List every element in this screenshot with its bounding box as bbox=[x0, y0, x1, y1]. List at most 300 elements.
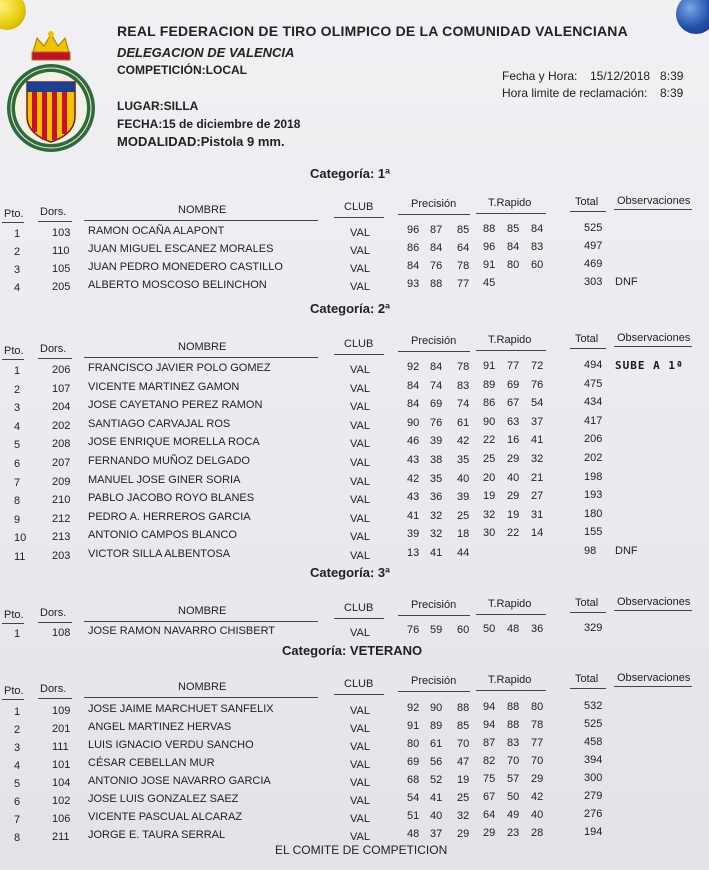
rapid-score: 94 bbox=[483, 701, 496, 713]
precision-score: 36 bbox=[430, 491, 443, 504]
total-score: 194 bbox=[584, 826, 603, 838]
precision-score: 51 bbox=[407, 810, 420, 822]
shooter-name: JUAN MIGUEL ESCANEZ MORALES bbox=[88, 243, 274, 255]
precision-score: 78 bbox=[457, 260, 470, 272]
precision-score: 41 bbox=[430, 547, 443, 559]
header-rule bbox=[476, 213, 546, 214]
bib-cell: 211 bbox=[52, 831, 70, 843]
rapid-score: 31 bbox=[531, 508, 544, 521]
rapid-score: 23 bbox=[507, 827, 520, 839]
precision-score: 76 bbox=[407, 624, 420, 636]
precision-score: 25 bbox=[457, 509, 470, 522]
total-score: 532 bbox=[584, 700, 603, 712]
rank-cell: 2 bbox=[14, 724, 21, 736]
rapid-score: 72 bbox=[531, 360, 544, 372]
modality-label: MODALIDAD:Pistola 9 mm. bbox=[117, 134, 285, 149]
rapid-score: 22 bbox=[507, 527, 520, 540]
bib-cell: 210 bbox=[52, 494, 71, 507]
total-score: 300 bbox=[584, 772, 603, 784]
precision-score: 56 bbox=[430, 756, 443, 768]
col-header-club: CLUB bbox=[344, 602, 374, 614]
shooter-name: FERNANDO MUÑOZ DELGADO bbox=[88, 455, 250, 467]
precision-score: 64 bbox=[457, 242, 470, 254]
header-rule bbox=[84, 621, 318, 622]
col-header-obs: Observaciones bbox=[617, 195, 691, 207]
club-cell: VAL bbox=[350, 457, 370, 469]
total-score: 497 bbox=[584, 240, 603, 252]
precision-score: 61 bbox=[430, 738, 443, 750]
rapid-score: 63 bbox=[507, 415, 520, 428]
total-score: 525 bbox=[584, 718, 603, 730]
precision-score: 84 bbox=[407, 379, 420, 392]
rapid-score: 69 bbox=[507, 378, 520, 391]
rapid-score: 88 bbox=[507, 701, 520, 713]
header-rule bbox=[398, 615, 470, 616]
precision-score: 39 bbox=[407, 528, 420, 541]
col-header-rapido: T.Rapido bbox=[488, 197, 532, 209]
rank-cell: 1 bbox=[14, 628, 21, 640]
precision-score: 69 bbox=[407, 756, 420, 768]
rapid-score: 45 bbox=[483, 277, 496, 289]
header-rule bbox=[614, 610, 692, 611]
precision-score: 35 bbox=[430, 472, 443, 485]
col-header-club: CLUB bbox=[344, 201, 374, 213]
shooter-name: JORGE E. TAURA SERRAL bbox=[88, 829, 226, 841]
observation: DNF bbox=[615, 276, 638, 288]
rapid-score: 86 bbox=[483, 397, 496, 410]
total-score: 469 bbox=[584, 258, 603, 270]
shooter-name: VICTOR SILLA ALBENTOSA bbox=[88, 548, 231, 560]
rank-cell: 4 bbox=[14, 282, 21, 294]
header-rule bbox=[334, 217, 384, 218]
precision-score: 19 bbox=[457, 774, 470, 786]
rapid-score: 90 bbox=[483, 415, 496, 428]
total-score: 98 bbox=[584, 545, 597, 557]
precision-score: 59 bbox=[430, 624, 443, 636]
precision-score: 52 bbox=[430, 774, 443, 786]
rapid-score: 54 bbox=[531, 397, 544, 410]
precision-score: 74 bbox=[430, 379, 443, 392]
rapid-score: 40 bbox=[507, 471, 520, 484]
date-label: FECHA:15 de diciembre de 2018 bbox=[117, 117, 301, 131]
rank-cell: 5 bbox=[14, 778, 21, 790]
rapid-score: 67 bbox=[483, 791, 496, 803]
rapid-score: 25 bbox=[483, 453, 496, 465]
rapid-score: 87 bbox=[483, 737, 496, 749]
bib-cell: 103 bbox=[52, 227, 71, 239]
federation-logo bbox=[3, 30, 99, 156]
precision-score: 77 bbox=[457, 278, 470, 290]
club-cell: VAL bbox=[350, 705, 370, 717]
col-header-pto: Pto. bbox=[4, 208, 24, 220]
rapid-score: 77 bbox=[507, 360, 520, 372]
precision-score: 32 bbox=[430, 509, 443, 522]
observation: SUBE A 1ª bbox=[615, 359, 684, 372]
rapid-score: 80 bbox=[507, 259, 520, 271]
precision-score: 68 bbox=[407, 774, 420, 786]
club-cell: VAL bbox=[350, 475, 370, 488]
precision-score: 13 bbox=[407, 547, 420, 559]
precision-score: 29 bbox=[457, 828, 470, 840]
rank-cell: 4 bbox=[14, 420, 21, 433]
category-title: Categoría: VETERANO bbox=[282, 643, 423, 658]
total-score: 434 bbox=[584, 396, 603, 409]
header-rule bbox=[334, 694, 384, 695]
bib-cell: 107 bbox=[52, 382, 71, 395]
header-rule bbox=[476, 350, 546, 351]
precision-score: 18 bbox=[457, 528, 470, 541]
precision-score: 35 bbox=[457, 454, 470, 466]
category-title: Categoría: 1ª bbox=[310, 166, 390, 181]
bib-cell: 202 bbox=[52, 419, 71, 432]
club-cell: VAL bbox=[350, 263, 370, 275]
total-score: 279 bbox=[584, 790, 603, 802]
shooter-name: JUAN PEDRO MONEDERO CASTILLO bbox=[88, 261, 283, 273]
precision-score: 44 bbox=[457, 547, 470, 559]
bib-cell: 212 bbox=[52, 512, 71, 525]
rapid-score: 96 bbox=[483, 241, 496, 253]
col-header-nombre: NOMBRE bbox=[178, 204, 227, 216]
claim-limit-value: 8:39 bbox=[660, 86, 684, 100]
col-header-rapido: T.Rapido bbox=[488, 674, 532, 686]
shooter-name: JOSE RAMON NAVARRO CHISBERT bbox=[88, 625, 276, 637]
precision-score: 70 bbox=[457, 738, 470, 750]
precision-score: 32 bbox=[430, 528, 443, 541]
col-header-dors: Dors. bbox=[40, 343, 67, 355]
rank-cell: 7 bbox=[14, 814, 21, 826]
col-header-precision: Precisión bbox=[411, 599, 457, 611]
col-header-precision: Precisión bbox=[411, 198, 457, 210]
club-cell: VAL bbox=[350, 419, 370, 432]
col-header-precision: Precisión bbox=[411, 335, 457, 347]
shooter-name: SANTIAGO CARVAJAL ROS bbox=[88, 417, 231, 430]
rapid-score: 30 bbox=[483, 527, 496, 540]
precision-score: 39 bbox=[430, 435, 443, 448]
precision-score: 83 bbox=[457, 379, 470, 392]
precision-score: 54 bbox=[407, 792, 420, 804]
precision-score: 78 bbox=[457, 361, 470, 373]
header-rule bbox=[38, 221, 72, 222]
club-cell: VAL bbox=[350, 227, 370, 239]
rank-cell: 4 bbox=[14, 760, 21, 772]
total-score: 193 bbox=[584, 489, 603, 502]
header-rule bbox=[2, 359, 24, 360]
precision-score: 89 bbox=[430, 720, 443, 732]
rapid-score: 77 bbox=[531, 737, 544, 749]
total-score: 206 bbox=[584, 433, 603, 446]
rapid-score: 49 bbox=[507, 809, 520, 821]
club-cell: VAL bbox=[350, 813, 370, 825]
shooter-name: FRANCISCO JAVIER POLO GOMEZ bbox=[88, 362, 271, 374]
precision-score: 92 bbox=[407, 702, 420, 714]
rapid-score: 14 bbox=[531, 527, 544, 540]
header-rule bbox=[614, 346, 692, 347]
col-header-pto: Pto. bbox=[4, 685, 24, 697]
rapid-score: 89 bbox=[483, 378, 496, 391]
rapid-score: 78 bbox=[531, 719, 544, 731]
total-score: 303 bbox=[584, 276, 603, 288]
header-rule bbox=[398, 691, 470, 692]
rapid-score: 32 bbox=[531, 453, 544, 465]
total-score: 525 bbox=[584, 222, 603, 234]
rapid-score: 50 bbox=[483, 623, 496, 635]
header-rule bbox=[334, 618, 384, 619]
rapid-score: 29 bbox=[483, 827, 496, 839]
bib-cell: 106 bbox=[52, 813, 71, 825]
col-header-rapido: T.Rapido bbox=[488, 334, 532, 346]
bib-cell: 205 bbox=[52, 281, 71, 293]
bib-cell: 208 bbox=[52, 438, 71, 451]
rapid-score: 85 bbox=[507, 223, 520, 235]
club-cell: VAL bbox=[350, 550, 370, 562]
rapid-score: 28 bbox=[531, 827, 544, 839]
precision-score: 86 bbox=[407, 242, 420, 254]
precision-score: 87 bbox=[430, 224, 443, 236]
delegation-title: DELEGACION DE VALENCIA bbox=[117, 45, 295, 60]
observation: DNF bbox=[615, 545, 638, 557]
bib-cell: 213 bbox=[52, 531, 71, 544]
bib-cell: 206 bbox=[52, 364, 71, 376]
shooter-name: ANTONIO JOSE NAVARRO GARCIA bbox=[88, 775, 271, 787]
rapid-score: 83 bbox=[507, 737, 520, 749]
precision-score: 90 bbox=[430, 702, 443, 714]
col-header-obs: Observaciones bbox=[617, 332, 691, 344]
category-title: Categoría: 2ª bbox=[310, 301, 390, 316]
header-rule bbox=[614, 686, 692, 687]
datetime-label: Fecha y Hora: bbox=[502, 69, 578, 83]
bib-cell: 101 bbox=[52, 759, 71, 771]
club-cell: VAL bbox=[350, 531, 370, 544]
precision-score: 76 bbox=[430, 260, 443, 272]
shooter-name: PEDRO A. HERREROS GARCIA bbox=[88, 510, 251, 523]
rapid-score: 57 bbox=[507, 773, 520, 785]
bib-cell: 105 bbox=[52, 263, 71, 275]
club-cell: VAL bbox=[350, 777, 370, 789]
competition-label: COMPETICIÓN:LOCAL bbox=[117, 63, 247, 77]
rapid-score: 27 bbox=[531, 490, 544, 503]
col-header-total: Total bbox=[575, 673, 599, 685]
rapid-score: 21 bbox=[531, 471, 544, 484]
rank-cell: 1 bbox=[14, 365, 21, 377]
bib-cell: 201 bbox=[52, 723, 71, 735]
rapid-score: 32 bbox=[483, 508, 496, 521]
precision-score: 88 bbox=[457, 702, 470, 714]
total-score: 417 bbox=[584, 414, 603, 427]
total-score: 180 bbox=[584, 507, 603, 520]
precision-score: 47 bbox=[457, 756, 470, 768]
col-header-club: CLUB bbox=[344, 338, 374, 350]
rapid-score: 64 bbox=[483, 809, 496, 821]
precision-score: 48 bbox=[407, 828, 420, 840]
precision-score: 85 bbox=[457, 224, 470, 236]
rapid-score: 75 bbox=[483, 773, 496, 785]
precision-score: 84 bbox=[407, 260, 420, 272]
col-header-obs: Observaciones bbox=[617, 596, 691, 608]
rapid-score: 70 bbox=[507, 755, 520, 767]
precision-score: 41 bbox=[430, 792, 443, 804]
header-rule bbox=[476, 690, 546, 691]
rapid-score: 88 bbox=[507, 719, 520, 731]
committee-footer: EL COMITE DE COMPETICION bbox=[275, 843, 448, 857]
precision-score: 88 bbox=[430, 278, 443, 290]
precision-score: 37 bbox=[430, 828, 443, 840]
claim-limit-label: Hora limite de reclamación: bbox=[502, 86, 648, 100]
precision-score: 39 bbox=[457, 491, 470, 504]
rapid-score: 91 bbox=[483, 259, 496, 271]
precision-score: 38 bbox=[430, 454, 443, 466]
rapid-score: 29 bbox=[507, 453, 520, 465]
shooter-name: ALBERTO MOSCOSO BELINCHON bbox=[88, 279, 267, 291]
bib-cell: 104 bbox=[52, 777, 71, 789]
rank-cell: 6 bbox=[14, 796, 21, 808]
rapid-score: 19 bbox=[483, 490, 496, 503]
total-score: 458 bbox=[584, 736, 603, 748]
rapid-score: 22 bbox=[483, 434, 496, 447]
rapid-score: 41 bbox=[531, 434, 544, 447]
rank-cell: 1 bbox=[14, 706, 21, 718]
precision-score: 43 bbox=[407, 454, 420, 466]
rank-cell: 8 bbox=[14, 832, 21, 844]
col-header-total: Total bbox=[575, 196, 599, 208]
blue-pushpin-icon bbox=[676, 0, 709, 34]
rank-cell: 2 bbox=[14, 246, 21, 258]
venue-label: LUGAR:SILLA bbox=[117, 99, 199, 113]
shooter-name: LUIS IGNACIO VERDU SANCHO bbox=[88, 739, 254, 751]
rapid-score: 80 bbox=[531, 701, 544, 713]
precision-score: 42 bbox=[457, 435, 470, 448]
precision-score: 40 bbox=[457, 472, 470, 485]
rank-cell: 10 bbox=[14, 532, 27, 545]
bib-cell: 111 bbox=[52, 741, 69, 753]
precision-score: 76 bbox=[430, 416, 443, 429]
col-header-pto: Pto. bbox=[4, 609, 24, 621]
club-cell: VAL bbox=[350, 723, 370, 735]
header-rule bbox=[84, 357, 318, 358]
rank-cell: 9 bbox=[14, 513, 21, 526]
club-cell: VAL bbox=[350, 382, 370, 395]
header-rule bbox=[84, 697, 318, 698]
club-cell: VAL bbox=[350, 401, 370, 414]
club-cell: VAL bbox=[350, 741, 370, 753]
header-rule bbox=[570, 211, 606, 212]
total-score: 475 bbox=[584, 377, 603, 390]
rank-cell: 3 bbox=[14, 402, 21, 415]
shooter-name: JOSE ENRIQUE MORELLA ROCA bbox=[88, 436, 260, 449]
precision-score: 84 bbox=[430, 242, 443, 254]
rank-cell: 3 bbox=[14, 742, 21, 754]
rapid-score: 50 bbox=[507, 791, 520, 803]
col-header-dors: Dors. bbox=[40, 683, 67, 695]
rank-cell: 3 bbox=[14, 264, 21, 276]
header-rule bbox=[38, 698, 72, 699]
club-cell: VAL bbox=[350, 494, 370, 507]
precision-score: 85 bbox=[457, 720, 470, 732]
rank-cell: 8 bbox=[14, 495, 21, 508]
rapid-score: 91 bbox=[483, 360, 496, 372]
shooter-name: JOSE LUIS GONZALEZ SAEZ bbox=[88, 793, 239, 805]
header-rule bbox=[2, 623, 24, 624]
rapid-score: 84 bbox=[507, 241, 520, 253]
col-header-pto: Pto. bbox=[4, 345, 24, 357]
shooter-name: VICENTE MARTINEZ GAMON bbox=[88, 380, 240, 393]
bib-cell: 110 bbox=[52, 245, 70, 257]
rapid-score: 48 bbox=[507, 623, 520, 635]
bib-cell: 102 bbox=[52, 795, 71, 807]
bib-cell: 108 bbox=[52, 627, 71, 639]
datetime-value: 15/12/2018 8:39 bbox=[590, 69, 684, 83]
club-cell: VAL bbox=[350, 627, 370, 639]
rank-cell: 11 bbox=[14, 551, 26, 563]
rapid-score: 42 bbox=[531, 791, 544, 803]
precision-score: 60 bbox=[457, 624, 470, 636]
rapid-score: 76 bbox=[531, 378, 544, 391]
club-cell: VAL bbox=[350, 512, 370, 525]
club-cell: VAL bbox=[350, 759, 370, 771]
precision-score: 93 bbox=[407, 278, 420, 290]
rapid-score: 37 bbox=[531, 415, 544, 428]
rapid-score: 84 bbox=[531, 223, 544, 235]
header-rule bbox=[334, 354, 384, 355]
rapid-score: 19 bbox=[507, 508, 520, 521]
precision-score: 46 bbox=[407, 435, 420, 448]
rapid-score: 82 bbox=[483, 755, 496, 767]
total-score: 202 bbox=[584, 452, 603, 464]
rapid-score: 40 bbox=[531, 809, 544, 821]
precision-score: 92 bbox=[407, 361, 420, 373]
total-score: 329 bbox=[584, 622, 603, 634]
club-cell: VAL bbox=[350, 795, 370, 807]
precision-score: 96 bbox=[407, 224, 420, 236]
club-cell: VAL bbox=[350, 281, 370, 293]
shooter-name: ANGEL MARTINEZ HERVAS bbox=[88, 721, 232, 733]
shooter-name: JOSE CAYETANO PEREZ RAMON bbox=[88, 399, 263, 412]
rank-cell: 1 bbox=[14, 228, 21, 240]
precision-score: 84 bbox=[407, 398, 420, 411]
rapid-score: 88 bbox=[483, 223, 496, 235]
club-cell: VAL bbox=[350, 831, 370, 843]
total-score: 494 bbox=[584, 359, 603, 371]
col-header-nombre: NOMBRE bbox=[178, 605, 227, 617]
rapid-score: 16 bbox=[507, 434, 520, 447]
precision-score: 25 bbox=[457, 792, 470, 804]
rapid-score: 20 bbox=[483, 471, 496, 484]
precision-score: 61 bbox=[457, 416, 470, 429]
col-header-total: Total bbox=[575, 597, 599, 609]
header-rule bbox=[2, 699, 24, 700]
yellow-pushpin-icon bbox=[0, 0, 26, 30]
header-rule bbox=[570, 348, 606, 349]
federation-title: REAL FEDERACION DE TIRO OLIMPICO DE LA COMUNIDAD VALENCIANA bbox=[117, 23, 628, 39]
rapid-score: 29 bbox=[531, 773, 544, 785]
club-cell: VAL bbox=[350, 245, 370, 257]
rank-cell: 2 bbox=[14, 383, 21, 396]
bib-cell: 203 bbox=[52, 550, 71, 562]
precision-score: 91 bbox=[407, 720, 420, 732]
precision-score: 74 bbox=[457, 398, 470, 411]
rapid-score: 83 bbox=[531, 241, 544, 253]
precision-score: 80 bbox=[407, 738, 420, 750]
bib-cell: 204 bbox=[52, 401, 71, 414]
rapid-score: 70 bbox=[531, 755, 544, 767]
col-header-dors: Dors. bbox=[40, 607, 67, 619]
bib-cell: 109 bbox=[52, 705, 71, 717]
col-header-nombre: NOMBRE bbox=[178, 681, 227, 693]
precision-score: 84 bbox=[430, 361, 443, 373]
bib-cell: 209 bbox=[52, 475, 71, 488]
header-rule bbox=[614, 209, 692, 210]
col-header-precision: Precisión bbox=[411, 675, 457, 687]
header-rule bbox=[476, 614, 546, 615]
